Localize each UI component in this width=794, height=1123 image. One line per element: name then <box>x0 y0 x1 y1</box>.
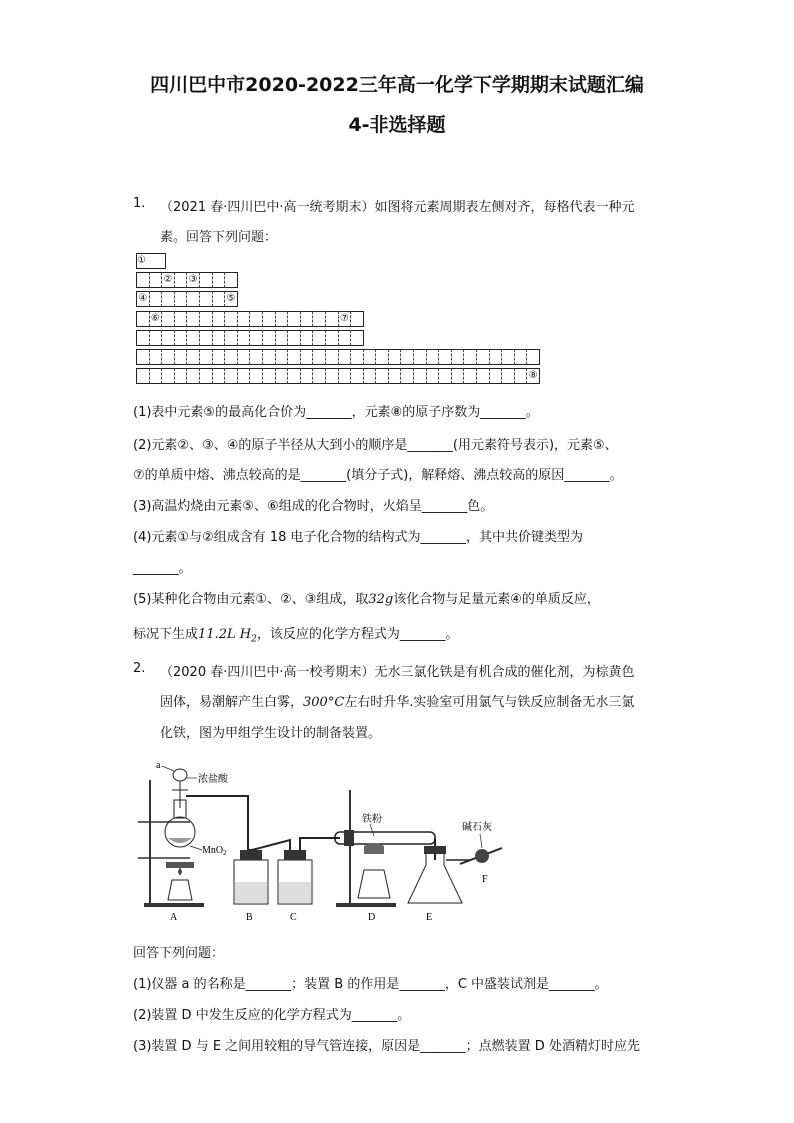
pt-cell <box>427 349 440 365</box>
pt-cell <box>313 349 326 365</box>
alcohol-lamp-d-icon <box>358 870 390 898</box>
pt-cell <box>389 349 402 365</box>
pt-cell <box>490 368 503 384</box>
pt-cell <box>263 330 276 346</box>
pt-cell <box>225 272 238 288</box>
pt-cell <box>238 349 251 365</box>
pt-cell <box>401 368 414 384</box>
pt-cell <box>288 368 301 384</box>
question-2-intro-cont <box>160 691 634 710</box>
q1-part-5-volume: 11.2L H <box>198 627 252 642</box>
pt-cell <box>263 349 276 365</box>
pt-cell: ④ <box>136 291 150 307</box>
apparatus-figure <box>130 760 510 929</box>
pt-cell <box>527 349 540 365</box>
pt-cell <box>213 272 226 288</box>
pt-cell <box>515 349 528 365</box>
pt-cell <box>301 311 314 327</box>
pt-cell <box>490 349 503 365</box>
pt-cell <box>364 368 377 384</box>
pt-cell <box>200 311 213 327</box>
q2-part-3: (3)装置 D 与 E 之间用较粗的导气管连接，原因是_______；点燃装置 D 处酒精灯时应先 <box>133 1039 640 1054</box>
pt-cell <box>339 330 352 346</box>
pt-cell <box>326 349 339 365</box>
pt-cell <box>175 291 188 307</box>
pt-cell <box>213 330 226 346</box>
q2-answer-prompt: 回答下列问题： <box>133 946 225 961</box>
pt-cell <box>200 291 213 307</box>
pt-cell <box>313 311 326 327</box>
q1-part-5-text-c: 标况下生成 <box>133 627 199 642</box>
pt-row-4 <box>136 311 364 327</box>
pt-cell: ⑦ <box>339 311 352 327</box>
pt-cell <box>187 349 200 365</box>
pt-cell <box>464 368 477 384</box>
pt-cell <box>225 330 238 346</box>
label-B: B <box>246 912 253 923</box>
pt-cell <box>150 368 163 384</box>
q2-intro-text-b: 左右时升华.实验室可用氯气与铁反应制备无水三氯 <box>344 695 635 710</box>
pt-cell <box>414 368 427 384</box>
q1-part-5-cont <box>133 623 458 645</box>
question-2-intro: （2020 春·四川巴中·高一校考期末）无水三氯化铁是有机合成的催化剂，为棕黄色 <box>160 665 635 680</box>
pt-cell <box>502 368 515 384</box>
pt-cell <box>200 330 213 346</box>
q1-part-5-mass: 32g <box>368 592 394 607</box>
question-1-intro-cont: 素。回答下列问题： <box>160 230 278 245</box>
label-a: a <box>156 760 161 771</box>
pt-cell <box>301 349 314 365</box>
pt-cell <box>175 311 188 327</box>
label-mno2: MnO$_2$ <box>202 845 227 857</box>
q1-part-2-cont: ⑦的单质中熔、沸点较高的是_______(填分子式)，解释熔、沸点较高的原因_______。 <box>133 468 623 483</box>
pt-cell <box>351 311 364 327</box>
pt-cell <box>136 330 150 346</box>
pt-cell <box>225 311 238 327</box>
pt-cell: ⑤ <box>225 291 238 307</box>
pt-cell <box>162 368 175 384</box>
pt-cell <box>376 349 389 365</box>
pt-row-2 <box>136 272 238 288</box>
pt-cell <box>187 368 200 384</box>
wire-gauze-icon <box>166 862 194 868</box>
pt-cell <box>351 349 364 365</box>
pt-cell <box>313 330 326 346</box>
pt-cell <box>250 368 263 384</box>
pt-cell <box>187 311 200 327</box>
pt-cell <box>326 330 339 346</box>
q1-part-4-cont: _______。 <box>133 561 192 576</box>
pt-cell <box>213 311 226 327</box>
pt-cell <box>439 368 452 384</box>
pt-cell <box>288 349 301 365</box>
pt-cell <box>389 368 402 384</box>
pt-cell <box>213 368 226 384</box>
q1-part-3: (3)高温灼烧由元素⑤、⑥组成的化合物时，火焰呈_______色。 <box>133 499 494 514</box>
pt-cell <box>326 368 339 384</box>
pt-cell <box>263 311 276 327</box>
pt-cell <box>162 349 175 365</box>
pt-cell <box>225 368 238 384</box>
q2-intro-temperature: 300°C <box>303 695 345 710</box>
pt-cell <box>452 349 465 365</box>
question-2-intro-cont2: 化铁，图为甲组学生设计的制备装置。 <box>160 726 382 741</box>
pt-cell <box>150 330 163 346</box>
pt-cell <box>288 311 301 327</box>
pt-cell <box>313 368 326 384</box>
label-D: D <box>368 912 376 923</box>
alcohol-lamp-icon <box>168 880 192 900</box>
pt-cell <box>276 368 289 384</box>
pt-cell <box>150 349 163 365</box>
pt-cell <box>439 349 452 365</box>
pt-cell <box>477 368 490 384</box>
pt-cell <box>136 349 150 365</box>
pt-cell <box>162 330 175 346</box>
pt-cell <box>276 349 289 365</box>
pt-cell <box>150 291 163 307</box>
pt-row-1 <box>136 253 166 269</box>
pt-cell <box>200 349 213 365</box>
pt-cell <box>364 349 377 365</box>
pt-cell: ⑥ <box>150 311 163 327</box>
pt-cell <box>276 330 289 346</box>
document-title-line1: 四川巴中市2020-2022三年高一化学下学期期末试题汇编 <box>150 74 644 96</box>
pt-row-7 <box>136 368 540 384</box>
pt-cell <box>175 368 188 384</box>
pt-cell <box>414 349 427 365</box>
pt-cell-1: ① <box>136 253 166 269</box>
q1-part-5-text-a: (5)某种化合物由元素①、②、③组成，取 <box>133 592 369 607</box>
q1-part-5-subscript: 2 <box>251 634 257 645</box>
pt-cell <box>477 349 490 365</box>
pt-cell <box>150 272 163 288</box>
pt-row-5 <box>136 330 364 346</box>
pt-cell <box>213 291 226 307</box>
pt-cell <box>515 368 528 384</box>
pt-cell <box>238 330 251 346</box>
pt-cell <box>225 349 238 365</box>
pt-cell <box>276 311 289 327</box>
q2-part-2: (2)装置 D 中发生反应的化学方程式为_______。 <box>133 1008 411 1023</box>
pt-cell <box>301 330 314 346</box>
q1-part-2: (2)元素②、③、④的原子半径从大到小的顺序是_______(用元素符号表示)，元素⑤、 <box>133 438 618 453</box>
q1-part-5-text-b: 该化合物与足量元素④的单质反应， <box>393 592 600 607</box>
pt-cell <box>464 349 477 365</box>
pt-cell <box>250 349 263 365</box>
label-C: C <box>290 912 297 923</box>
q1-part-5 <box>133 588 600 607</box>
q2-intro-text-a: 固体，易潮解产生白雾， <box>160 695 304 710</box>
q1-part-4: (4)元素①与②组成含有 18 电子化合物的结构式为_______，其中共价键类型为 <box>133 530 584 545</box>
pt-cell <box>263 368 276 384</box>
pt-cell <box>250 330 263 346</box>
pt-row-6 <box>136 349 540 365</box>
pt-cell <box>200 368 213 384</box>
q1-part-5-text-d: ，该反应的化学方程式为_______。 <box>256 627 459 642</box>
pt-cell <box>238 311 251 327</box>
pt-cell <box>427 368 440 384</box>
pt-cell <box>401 349 414 365</box>
pt-cell <box>288 330 301 346</box>
pt-cell <box>162 311 175 327</box>
pt-cell <box>452 368 465 384</box>
label-iron-powder: 铁粉 <box>362 814 382 825</box>
question-2-number: 2. <box>133 661 146 676</box>
document-title-line2: 4-非选择题 <box>348 114 446 136</box>
pt-cell <box>175 330 188 346</box>
q1-part-1: (1)表中元素⑤的最高化合价为_______，元素⑧的原子序数为_______。 <box>133 405 539 420</box>
pt-cell <box>136 311 150 327</box>
label-A: A <box>170 912 178 923</box>
pt-cell <box>136 272 150 288</box>
label-F: F <box>482 874 488 885</box>
pt-cell: ③ <box>187 272 200 288</box>
stand-base-icon <box>144 903 204 907</box>
pt-cell: ② <box>162 272 175 288</box>
question-1-number: 1. <box>133 196 146 211</box>
pt-cell <box>250 311 263 327</box>
pt-cell <box>187 330 200 346</box>
question-1-intro: （2021 春·四川巴中·高一统考期末）如图将元素周期表左侧对齐，每格代表一种元 <box>160 200 635 215</box>
label-E: E <box>426 912 433 923</box>
pt-cell <box>376 368 389 384</box>
pt-cell <box>187 291 200 307</box>
pt-cell <box>175 272 188 288</box>
pt-cell <box>200 272 213 288</box>
pt-cell <box>351 368 364 384</box>
q2-part-1: (1)仪器 a 的名称是_______；装置 B 的作用是_______，C 中盛装试剂是_______。 <box>133 977 608 992</box>
pt-cell <box>175 349 188 365</box>
label-soda-lime: 碱石灰 <box>462 822 492 833</box>
pt-cell <box>502 349 515 365</box>
pt-cell <box>162 291 175 307</box>
pt-cell <box>213 349 226 365</box>
pt-cell <box>339 368 352 384</box>
pt-cell: ⑧ <box>527 368 540 384</box>
separatory-funnel-icon <box>173 769 187 781</box>
pt-cell <box>326 311 339 327</box>
pt-cell <box>136 368 150 384</box>
pt-cell <box>238 368 251 384</box>
label-conc-hcl: 浓盐酸 <box>198 774 228 785</box>
pt-row-3 <box>136 291 238 307</box>
pt-cell <box>351 330 364 346</box>
pt-cell <box>339 349 352 365</box>
iron-powder-icon <box>364 843 384 854</box>
pt-cell <box>301 368 314 384</box>
